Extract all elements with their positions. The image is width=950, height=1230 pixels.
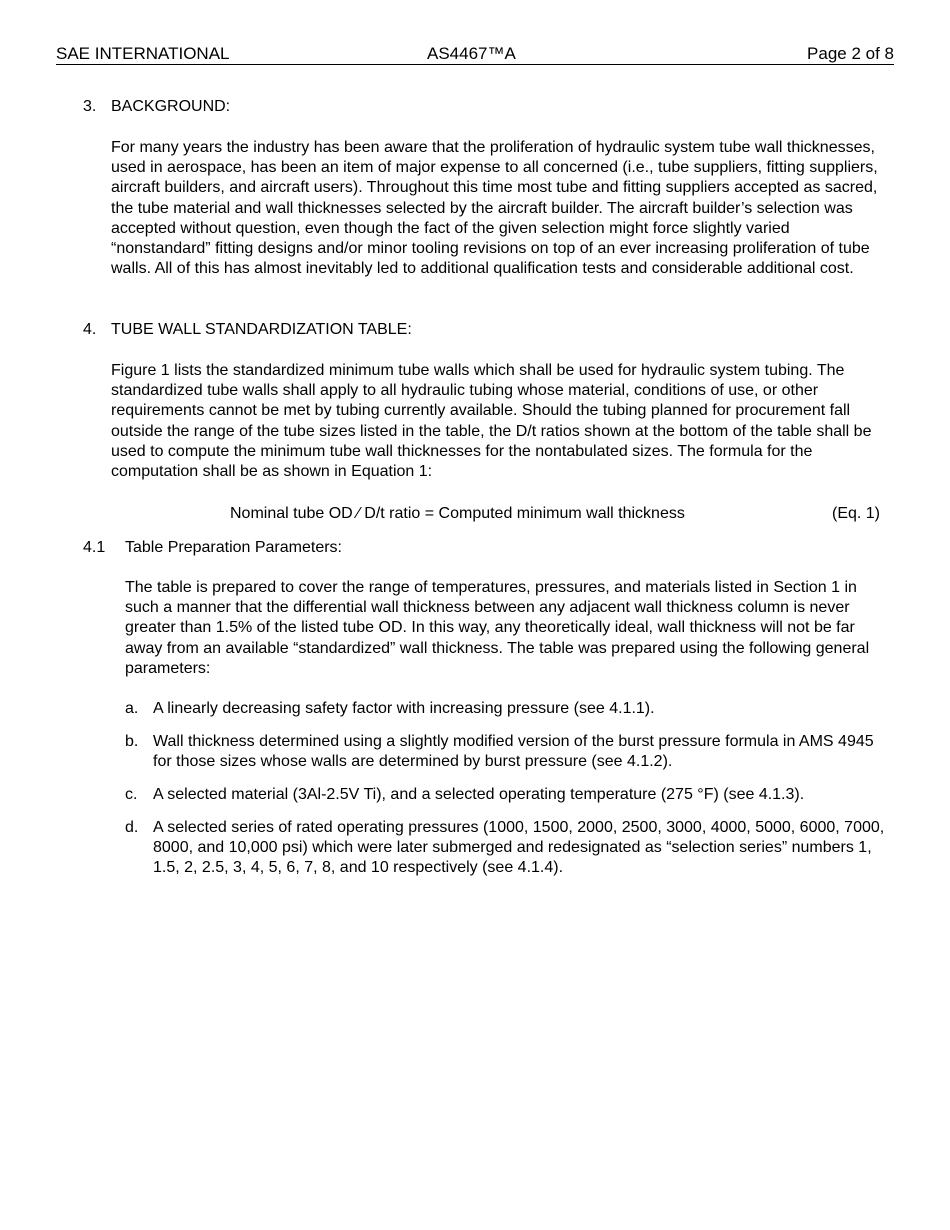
section-4-paragraph: Figure 1 lists the standardized minimum tube walls which shall be used for hydraulic system tubing. The standardized tube walls shall apply to all hydraulic tubing whose material, conditions of use, or other requirements cannot be met by tubing currently available. Should the tubing planned for procurement fall outside the range of the tube sizes listed in the table, the D/t ratios shown at the bottom of the table shall be used to compute the minimum tube wall thicknesses for the nontabulated sizes. The formula for the computation shall be as shown in Equation 1:	[111, 362, 872, 481]
equation-1	[230, 504, 880, 524]
header-page-number: Page 2 of 8	[807, 44, 894, 63]
section-number: 4.	[83, 321, 97, 338]
section-title: Table Preparation Parameters:	[125, 539, 342, 556]
list-marker: a.	[125, 700, 139, 717]
list-marker: d.	[125, 819, 139, 836]
list-marker: c.	[125, 786, 138, 803]
section-title: TUBE WALL STANDARDIZATION TABLE:	[111, 321, 412, 338]
section-3-paragraph: For many years the industry has been aware that the proliferation of hydraulic system tube wall thicknesses, used in aerospace, has been an item of major expense to all concerned (i.e., tube suppliers, fitting suppliers, aircraft builders, and aircraft users). Throughout this time most tube and fitting suppliers accepted as sacred, the tube material and wall thicknesses selected by the aircraft builder. The aircraft builder’s selection was accepted without question, even though the fact of the given selection might force slightly varied “nonstandard” fitting designs and/or minor tooling revisions on top of an ever increasing proliferation of tube walls. All of this has almost inevitably led to additional qualification tests and considerable additional cost.	[111, 139, 878, 278]
list-marker: b.	[125, 733, 139, 750]
list-item-text: A selected series of rated operating pressures (1000, 1500, 2000, 2500, 3000, 4000, 5000, 6000, 7000, 8000, and 10,000 psi) which were later submerged and redesignated as “selection series” numbers 1, 1.5, 2, 2.5, 3, 4, 5, 6, 7, 8, and 10 respectively (see 4.1.4).	[153, 819, 885, 877]
section-title: BACKGROUND:	[111, 98, 231, 115]
page-header	[56, 44, 894, 65]
header-organization: SAE INTERNATIONAL	[56, 44, 230, 63]
header-document-number: AS4467™A	[427, 44, 516, 63]
section-number: 3.	[83, 98, 97, 115]
equation-number: (Eq. 1)	[831, 505, 880, 522]
list-item-text: A linearly decreasing safety factor with increasing pressure (see 4.1.1).	[153, 700, 655, 717]
equation-text: Nominal tube OD ⁄ D/t ratio = Computed minimum wall thickness	[230, 505, 685, 522]
list-item-text: Wall thickness determined using a slightly modified version of the burst pressure formula in AMS 4945 for those sizes whose walls are determined by burst pressure (see 4.1.2).	[153, 733, 874, 771]
section-number: 4.1	[83, 539, 106, 556]
section-4-1-paragraph: The table is prepared to cover the range of temperatures, pressures, and materials listed in Section 1 in such a manner that the differential wall thickness between any adjacent wall thickness column is never greater than 1.5% of the listed tube OD. In this way, any theoretically ideal, wall thickness will not be far away from an available “standardized” wall thickness. The table was prepared using the following general parameters:	[125, 579, 870, 677]
list-item-text: A selected material (3Al-2.5V Ti), and a selected operating temperature (275 °F) (see 4.1.3).	[153, 786, 805, 803]
